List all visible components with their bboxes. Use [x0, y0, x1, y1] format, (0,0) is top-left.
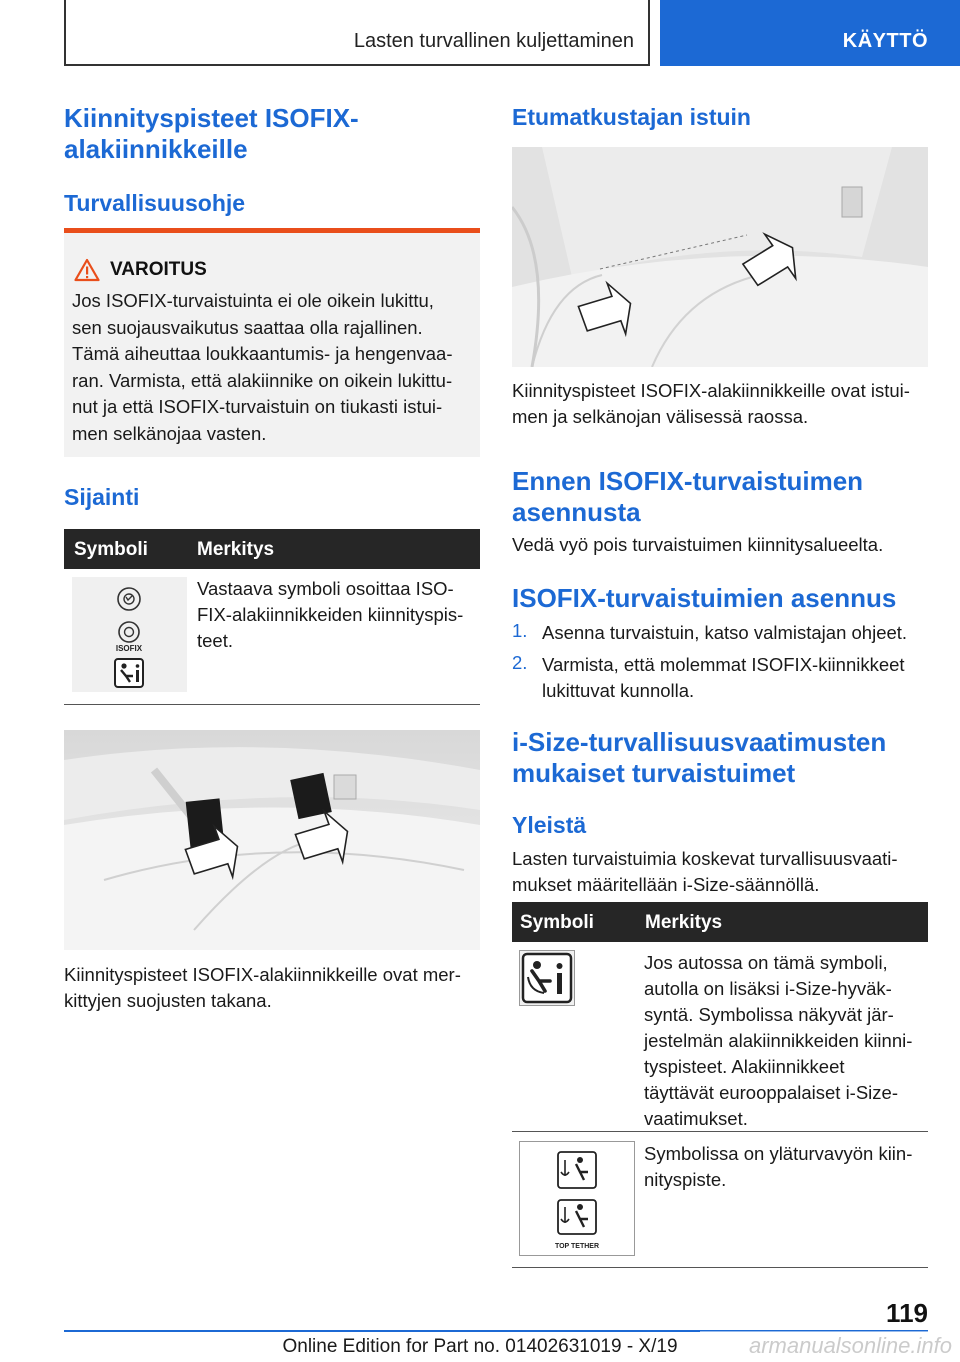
- heading-line-1: Ennen ISOFIX-turvaistuimen: [512, 466, 864, 496]
- text-line: lukittuvat kunnolla.: [542, 680, 695, 701]
- heading-isofix-anchors: [64, 103, 480, 165]
- table-bottom-rule: [64, 704, 480, 705]
- text-line: Jos autossa on tämä symboli,: [644, 952, 888, 973]
- text-line: täyttävät eurooppalaiset i-Size-: [644, 1082, 898, 1103]
- text-line: nityspiste.: [644, 1169, 727, 1190]
- header-section-label: KÄYTTÖ: [842, 30, 928, 52]
- table-header-meaning: Merkitys: [197, 539, 275, 560]
- page-number: 119: [886, 1298, 928, 1328]
- text-line: mukset määritellään i-Size-säännöllä.: [512, 874, 820, 895]
- isofix-label: ISOFIX: [115, 644, 143, 653]
- warning-text: [72, 288, 472, 447]
- warning-line: ran. Varmista, että alakiinnike on oikein lukittu-: [72, 369, 453, 391]
- text-line: Kiinnityspisteet ISOFIX-alakiinnikkeille ovat mer-: [64, 964, 461, 985]
- i-size-symbol-box: [519, 950, 575, 1006]
- heading-line-2: asennusta: [512, 497, 641, 527]
- table-header-meaning: Merkitys: [645, 912, 723, 933]
- text-line: Varmista, että molemmat ISOFIX-kiinnikkeet: [542, 654, 905, 675]
- text-line: Vastaava symboli osoittaa ISO-: [197, 578, 454, 599]
- top-tether-icon: [520, 1142, 634, 1255]
- general-text: [512, 846, 932, 898]
- top-tether-symbol-box: [519, 1141, 635, 1256]
- header-title: Lasten turvallinen kuljettaminen: [353, 30, 634, 52]
- text-line: tyspisteet. Alakiinnikkeet: [644, 1056, 845, 1077]
- heading-line-2: mukaiset turvaistuimet: [512, 758, 796, 788]
- table-bottom-rule: [512, 1267, 928, 1268]
- warning-line: Jos ISOFIX-turvaistuinta ei ole oikein lukittu,: [72, 290, 434, 311]
- text-line: Lasten turvaistuimia koskevat turvallisuusvaati-: [512, 848, 898, 869]
- warning-box: [64, 228, 480, 457]
- page-header: [0, 0, 960, 66]
- step-number: 1.: [512, 620, 528, 641]
- rear-seat-caption: [64, 962, 484, 1014]
- heading-before-installing: [512, 466, 928, 528]
- header-section-tab: [660, 0, 960, 66]
- heading-installation: ISOFIX-turvaistuimien asennus: [512, 583, 897, 613]
- table-header-symbol: Symboli: [520, 912, 594, 933]
- warning-line: nut ja että ISOFIX-turvaistuin on tiukasti istui-: [72, 396, 443, 417]
- text-line: jestelmän alakiinnikkeiden kiinni-: [644, 1030, 913, 1051]
- step-text: [542, 620, 928, 646]
- front-seat-illustration: [512, 147, 928, 367]
- warning-line: Tämä aiheuttaa loukkaantumis- ja hengenvaa-: [72, 343, 453, 364]
- text-line: teet.: [197, 630, 233, 651]
- watermark: [700, 1331, 960, 1362]
- text-line: Symbolissa on yläturvavyön kiin-: [644, 1143, 913, 1164]
- text-line: vaatimukset.: [644, 1108, 748, 1129]
- watermark-text: armanualsonline.info: [748, 1333, 952, 1358]
- heading-i-size: [512, 727, 942, 789]
- text-line: FIX-alakiinnikkeiden kiinnityspis-: [197, 604, 464, 625]
- i-size-icon: [520, 951, 574, 1005]
- top-tether-meaning: [644, 1141, 928, 1193]
- heading-line-1: Kiinnityspisteet ISOFIX-: [64, 103, 359, 133]
- header-title-box: [64, 0, 650, 66]
- text-line: autolla on lisäksi i-Size-hyväk-: [644, 978, 892, 999]
- heading-line-1: i-Size-turvallisuusvaatimusten: [512, 727, 887, 757]
- heading-front-passenger-seat: Etumatkustajan istuin: [512, 104, 751, 130]
- text-line: syntä. Symbolissa näkyvät jär-: [644, 1004, 894, 1025]
- step-number: 2.: [512, 652, 528, 673]
- heading-safety: Turvallisuusohje: [64, 190, 246, 216]
- isofix-symbols-icon: [72, 577, 187, 692]
- step-text: [542, 652, 928, 704]
- front-seat-photo: [512, 147, 928, 367]
- isofix-symbol-box: [72, 577, 187, 692]
- rear-seat-illustration: [64, 730, 480, 950]
- front-seat-caption: [512, 378, 932, 430]
- table-header: [64, 529, 480, 569]
- i-size-meaning: [644, 950, 928, 1132]
- warning-triangle-icon: [74, 258, 100, 282]
- heading-general: Yleistä: [512, 812, 587, 838]
- top-tether-label: TOP TETHER: [554, 1243, 600, 1250]
- warning-line: sen suojausvaikutus saattaa olla rajallinen.: [72, 316, 423, 338]
- footer-edition: Online Edition for Part no. 01402631019 - X/19: [282, 1336, 678, 1357]
- table-header: [512, 902, 928, 942]
- warning-title: VAROITUS: [110, 259, 207, 280]
- heading-location: Sijainti: [64, 484, 140, 510]
- table-row-rule: [512, 1131, 928, 1132]
- table-row-meaning: [197, 576, 480, 654]
- text-line: kittyjen suojusten takana.: [64, 990, 272, 1011]
- text-line: Asenna turvaistuin, katso valmistajan ohjeet.: [542, 622, 908, 643]
- table-header-symbol: Symboli: [74, 539, 148, 560]
- text-line: Kiinnityspisteet ISOFIX-alakiinnikkeille ovat istui-: [512, 380, 910, 401]
- warning-line: men selkänojaa vasten.: [72, 422, 267, 444]
- text-line: men ja selkänojan välisessä raossa.: [512, 406, 809, 427]
- before-installing-text: Vedä vyö pois turvaistuimen kiinnitysalueelta.: [512, 534, 884, 555]
- heading-line-2: alakiinnikkeille: [64, 134, 248, 164]
- rear-seat-photo: [64, 730, 480, 950]
